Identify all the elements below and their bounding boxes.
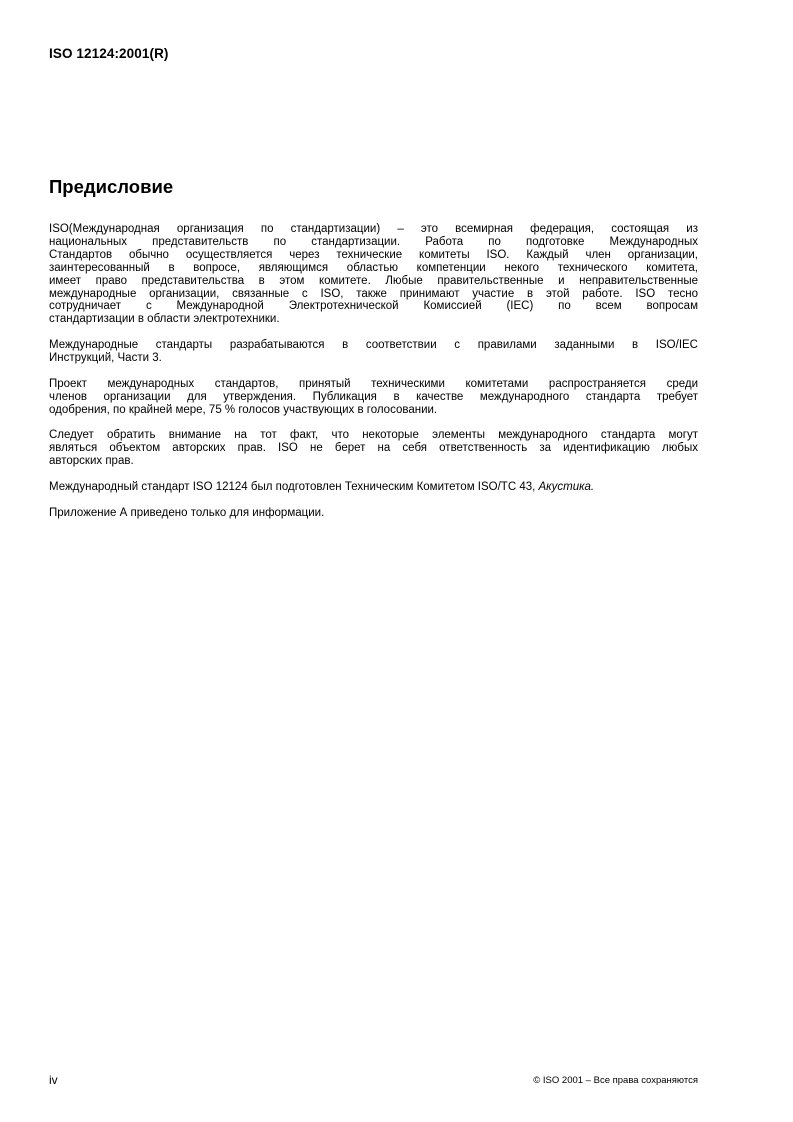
text-line: авторских прав. [49,455,134,468]
text-line: Стандартов обычно осуществляется через технические комитеты ISO. Каждый член организации, [49,248,698,261]
text-line: Следует обратить внимание на тот факт, что некоторые элементы международного стандарта могут [49,429,698,442]
copyright-notice: © ISO 2001 – Все права сохраняются [533,1075,698,1086]
document-id-header: ISO 12124:2001(R) [49,46,169,61]
text-line: являться объектом авторских прав. ISO не берет на себя ответственность за идентификацию любых [49,442,698,455]
section-title: Предисловие [49,176,174,197]
text-line: членов организации для утверждения. Публикация в качестве международного стандарта требует [49,390,698,403]
text-line: Проект международных стандартов, принятый техническими комитетами распространяется среди [49,377,698,390]
committee-name: Акустика. [538,481,595,494]
text-line: имеет право представительства в этом комитете. Любые правительственные и неправительственные [49,274,698,287]
text-line: заинтересованный в вопросе, являющимся областью компетенции некого технического комитета, [49,261,698,274]
page-number: iv [49,1073,58,1087]
paragraph-prepared-by [49,481,698,494]
text-line: стандартизации в области электротехники. [49,313,280,326]
text-line: международные организации, связанные с ISO, также принимают участие в этой работе. ISO тесно [49,287,698,300]
prepared-by-text: Международный стандарт ISO 12124 был подготовлен Техническим Комитетом ISO/TC 43, [49,481,539,494]
text-line: сотрудничает с Международной Электротехнической Комиссией (IEC) по всем вопросам [49,300,698,313]
paragraph-approval [49,378,698,417]
text-line: Приложение А приведено только для информации. [49,506,325,519]
paragraph-iso-intro [49,223,698,326]
text-line: Международные стандарты разрабатываются в соответствии с правилами заданными в ISO/IEC [49,339,698,352]
text-line: национальных представительств по стандартизации. Работа по подготовке Международных [49,235,698,248]
text-line: одобрения, по крайней мере, 75 % голосов участвующих в голосовании. [49,403,438,416]
text-line: ISO(Международная организация по стандартизации) – это всемирная федерация, состоящая из [49,223,698,235]
paragraph-annex-note [49,507,698,520]
foreword-body [49,223,698,533]
text-line [49,481,698,494]
paragraph-patent-rights [49,429,698,468]
text-line: Инструкций, Части 3. [49,352,162,365]
paragraph-drafting-rules [49,339,698,365]
